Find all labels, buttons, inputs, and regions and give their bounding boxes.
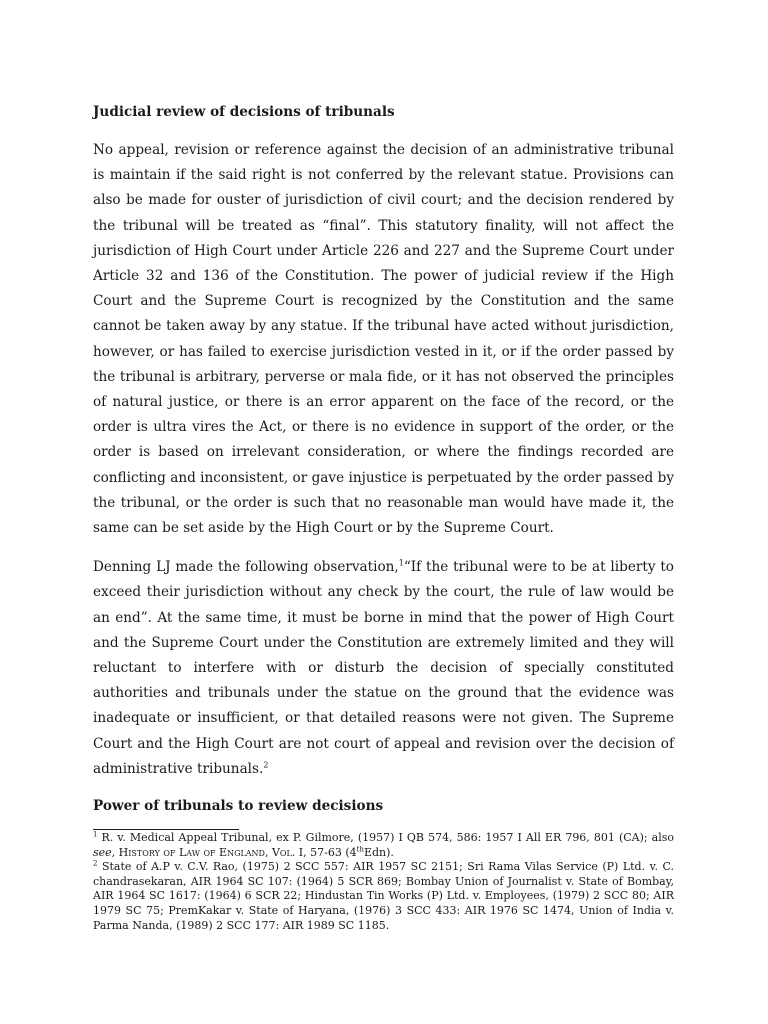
footnote-text: Edn). xyxy=(363,845,394,859)
footnote-text: , Vol. I, 57-63 (4 xyxy=(264,845,357,859)
section-heading: Judicial review of decisions of tribunals xyxy=(93,104,395,120)
footnote-text: R. v. Medical Appeal Tribunal, ex P. Gilmore, (1957) I QB 574, 586: 1957 I All ER 796, 801 (CA); also xyxy=(97,831,674,844)
ordinal-suffix: th xyxy=(356,844,364,853)
section-heading: Power of tribunals to review decisions xyxy=(93,798,384,815)
footnote-number: 2 xyxy=(93,859,98,868)
footnote-reference[interactable]: 2 xyxy=(263,760,269,770)
paragraph-denning-observation xyxy=(93,555,674,782)
footnote-reference[interactable]: 1 xyxy=(398,558,404,568)
paragraph-judicial-review: No appeal, revision or reference against the decision of an administrative tribunal is maintain if the said right is not conferred by the relevant statue. Provisions can also be made for ouster of jurisdiction of civil court; and the decision rendered by the tribunal will be treated as “final”. This statutory finality, will not affect the jurisdiction of High Court under Article 226 and 227 and the Supreme Court under Article 32 and 136 of the Constitution. The power of judicial review if the High Court and the Supreme Court is recognized by the Constitution and the same cannot be taken away by any statue. If the tribunal have acted without jurisdiction, however, or has failed to exercise jurisdiction vested in it, or if the order passed by the tribunal is arbitrary, perverse or mala fide, or it has not observed the principles of natural justice, or there is an error apparent on the face of the record, or the order is ultra vires the Act, or there is no evidence in support of the order, or the order is based on irrelevant consideration, or where the findings recorded are conflicting and inconsistent, or gave injustice is perpetuated by the order passed by the tribunal, or the order is such that no reasonable man would have made it, the same can be set aside by the High Court or by the Supreme Court. xyxy=(93,142,674,537)
book-title: History of Law of England xyxy=(118,845,265,859)
paragraph-text: “If the tribunal were to be at liberty to exceed their jurisdiction without any check by the court, the rule of law would be an end”. At the same time, it must be borne in mind that the power of High Court and the Supreme Court under the Constitution are extremely limited and they will reluctant to interfere with or disturb the decision of specially constituted authorities and tribunals under the statue on the ground that the evidence was inadequate or insufficient, or that detailed reasons were not given. The Supreme Court and the High Court are not court of appeal and revision over the decision of administrative tribunals. xyxy=(93,559,674,777)
footnote-2 xyxy=(93,860,674,933)
footnotes xyxy=(93,829,674,933)
footnote-separator xyxy=(93,829,239,830)
footnote-1 xyxy=(93,831,674,860)
footnote-number: 1 xyxy=(93,830,98,839)
footnote-text: State of A.P v. C.V. Rao, (1975) 2 SCC 557: AIR 1957 SC 2151; Sri Rama Vilas Service (P) Ltd. v. C. chandrasekaran, AIR 1964 SC 107: (1964) 5 SCR 869; Bombay Union of Journalist v. State of Bombay, AIR 1964 SC 1617: (1964) 6 SCR 22; Hindustan Tin Works (P) Ltd. v. Employees, (1979) 2 SCC 80; AIR 1979 SC 75; PremKakar v. State of Haryana, (1976) 3 SCC 433: AIR 1976 SC 1474, Union of India v. Parma Nanda, (1989) 2 SCC 177: AIR 1989 SC 1185. xyxy=(93,860,674,932)
footnote-italic: see, xyxy=(93,845,116,859)
paragraph-text: Denning LJ made the following observation, xyxy=(93,559,399,576)
